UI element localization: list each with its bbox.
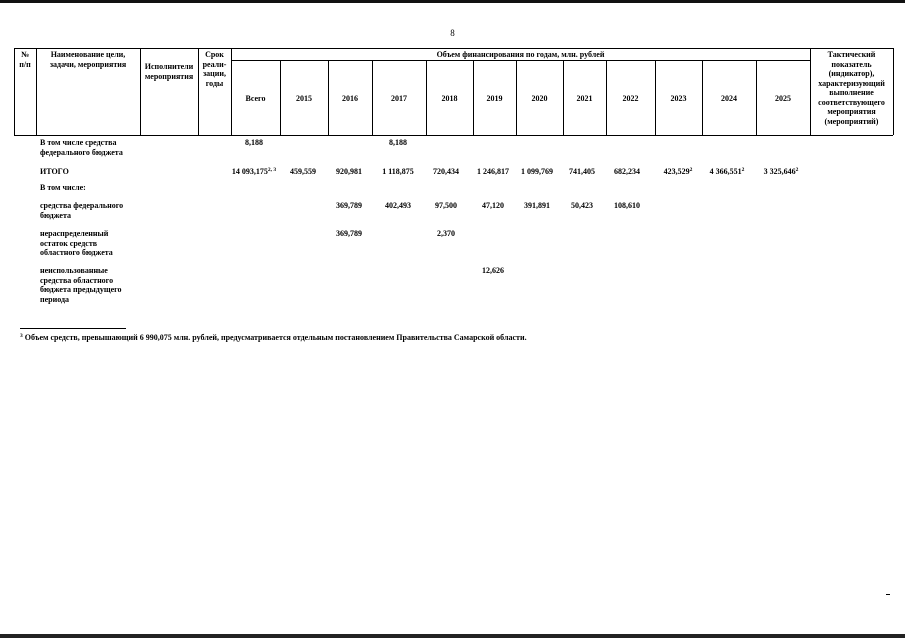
row-label-line: нераспределенный <box>40 229 109 238</box>
col-indicator-header-line: соответствующего <box>818 97 885 107</box>
col-indicator-header-line: мероприятия <box>827 107 876 116</box>
row-year-value <box>741 167 821 177</box>
col-indicator-header-line: показатель <box>831 59 872 69</box>
row-label <box>40 229 113 258</box>
row-year-value-value: 682,234 <box>614 167 640 176</box>
scan-bottom-edge <box>0 634 905 638</box>
funding-title: Объем финансирования по годам, млн. рублей <box>436 50 605 59</box>
row-label <box>40 138 123 157</box>
col-indicator-header-line: выполнение <box>829 88 874 97</box>
row-label <box>40 201 123 220</box>
row-total-footnote-ref: 2, 3 <box>267 167 277 173</box>
row-total-value: 14 093,175 <box>231 167 268 176</box>
col-num-header <box>14 50 36 69</box>
col-period-header <box>198 50 231 88</box>
col-indicator-header-line: Тактический <box>827 50 876 59</box>
col-num-header-line: п/п <box>19 59 31 69</box>
row-label-line: бюджета <box>40 210 71 220</box>
header-bottom-rule <box>14 135 893 136</box>
row-year-value-value: 1 099,769 <box>521 167 553 176</box>
row-label-line: федерального бюджета <box>40 147 123 157</box>
col-period-header-line: годы <box>205 78 224 88</box>
row-label-line: остаток средств <box>40 238 98 248</box>
row-year-value-value: 459,559 <box>290 167 316 176</box>
scan-mark <box>886 594 890 595</box>
col-indicator-header <box>810 50 893 126</box>
col-num-header-line: № <box>20 50 30 59</box>
row-label-line: областного бюджета <box>40 248 113 257</box>
footnote-text: Объем средств, превышающий 6 990,075 млн. рублей, предусматривается отдельным постановлением Правительства Самарской области. <box>22 333 527 342</box>
row-label <box>40 183 86 193</box>
page-number: 8 <box>450 28 455 38</box>
row-year-value-footnote-ref: 2 <box>741 167 745 173</box>
year-header: 2017 <box>391 94 407 103</box>
row-year-value <box>587 201 667 211</box>
col-indicator-header-line: характеризующий <box>818 78 885 88</box>
row-year-value-value: 369,789 <box>336 229 362 238</box>
footnote <box>20 333 527 342</box>
row-year-value <box>309 229 389 239</box>
row-year-value-value: 50,423 <box>571 201 593 210</box>
row-year-value-value: 720,434 <box>433 167 459 176</box>
col-indicator-header-line: (индикатор), <box>828 69 875 78</box>
row-year-value-footnote-ref: 2 <box>689 167 693 173</box>
year-header: 2020 <box>531 94 548 103</box>
row-year-value-value: 2,370 <box>437 229 455 238</box>
row-year-value-value: 1 246,817 <box>477 167 509 176</box>
row-label-line: периода <box>40 294 70 304</box>
year-header: 2015 <box>296 94 312 103</box>
year-header: 2019 <box>486 94 503 103</box>
row-year-value-value: 12,626 <box>482 266 504 275</box>
row-label-line: бюджета предыдущего <box>40 285 122 294</box>
row-year-value-value: 47,120 <box>482 201 504 210</box>
col-name-header-line: задачи, мероприятия <box>49 59 127 69</box>
col-period-header-line: зации, <box>202 69 227 78</box>
year-header: 2025 <box>775 94 791 103</box>
row-label-line: неиспользованные <box>40 266 108 275</box>
funding-subheader-rule <box>231 60 810 61</box>
row-year-value <box>453 266 533 276</box>
row-label <box>40 266 122 304</box>
row-year-value-value: 4 366,551 <box>709 167 742 176</box>
row-year-value-value: 402,493 <box>385 201 411 210</box>
column-rule <box>231 48 232 135</box>
row-label-line: средства федерального <box>40 201 124 210</box>
row-year-value-value: 8,188 <box>389 138 407 147</box>
row-year-value-value: 3 325,646 <box>763 167 796 176</box>
row-year-value-value: 423,529 <box>663 167 690 176</box>
row-year-value-value: 391,891 <box>524 201 550 210</box>
row-label-line: ИТОГО <box>40 167 69 176</box>
year-header: 2023 <box>670 94 687 103</box>
row-year-value-value: 108,610 <box>614 201 640 210</box>
row-year-value <box>358 138 438 148</box>
row-total-value: 8,188 <box>245 138 263 147</box>
row-year-value-value: 97,500 <box>435 201 457 210</box>
row-year-value <box>406 229 486 239</box>
row-label-line: средства областного <box>40 275 114 285</box>
row-label-line: В том числе средства <box>40 138 117 147</box>
col-executors-header-line: Исполнители <box>144 62 194 71</box>
col-indicator-header-line: (мероприятий) <box>824 116 879 126</box>
row-year-value-value: 741,405 <box>569 167 595 176</box>
year-header: 2024 <box>721 94 737 103</box>
column-rule <box>893 48 894 135</box>
col-name-header-line: Наименование цели, <box>50 50 126 59</box>
row-year-value-value: 369,789 <box>336 201 362 210</box>
row-year-value-value: 1 118,875 <box>382 167 414 176</box>
row-label <box>40 167 69 177</box>
row-label-line: В том числе: <box>40 183 86 192</box>
col-name-header <box>36 50 140 69</box>
row-total <box>214 138 294 148</box>
col-period-header-line: реали- <box>202 59 227 69</box>
scan-top-edge <box>0 0 905 3</box>
col-executors-header-line: мероприятия <box>144 71 194 81</box>
year-header: 2021 <box>576 94 593 103</box>
col-total-header: Всего <box>245 94 266 103</box>
year-header: 2018 <box>441 94 458 103</box>
col-period-header-line: Срок <box>205 50 224 59</box>
col-executors-header <box>140 62 198 81</box>
header-top-rule <box>14 48 893 49</box>
year-header: 2016 <box>342 94 358 103</box>
footnote-marker: 3 <box>20 333 23 339</box>
row-year-value-value: 920,981 <box>336 167 362 176</box>
footnote-rule <box>20 328 126 329</box>
year-header: 2022 <box>622 94 639 103</box>
row-year-value-footnote-ref: 2 <box>795 167 799 173</box>
